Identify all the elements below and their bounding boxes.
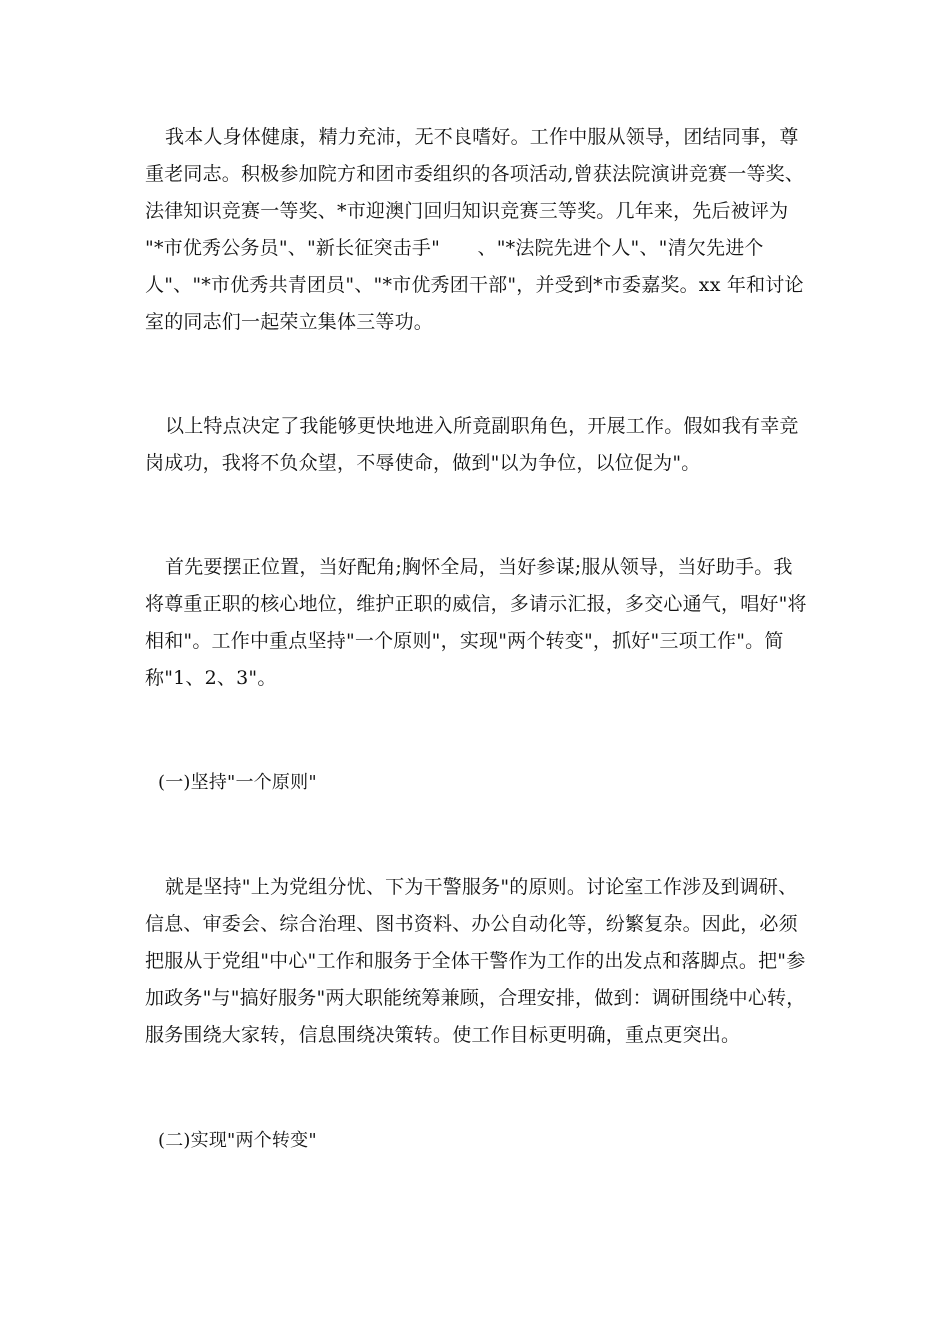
paragraph-line: 加政务"与"搞好服务"两大职能统筹兼顾，合理安排，做到：调研围绕中心转， <box>145 987 806 1009</box>
paragraph-line: 称"1、2、3"。 <box>145 667 277 689</box>
paragraph-line: 岗成功，我将不负众望，不辱使命，做到"以为争位，以位促为"。 <box>145 452 701 474</box>
paragraph-line: 室的同志们一起荣立集体三等功。 <box>145 311 434 333</box>
paragraph-line: 将尊重正职的核心地位，维护正职的威信，多请示汇报，多交心通气，唱好"将 <box>145 593 807 615</box>
section-heading-2: (二)实现"两个转变" <box>158 1130 317 1151</box>
section-heading-1: (一)坚持"一个原则" <box>158 772 317 793</box>
paragraph-line: "*市优秀公务员"、"新长征突击手" 、"*法院先进个人"、"清欠先进个 <box>145 237 764 259</box>
paragraph-line: 重老同志。积极参加院方和团市委组织的各项活动,曾获法院演讲竞赛一等奖、 <box>145 163 805 185</box>
paragraph-line: 首先要摆正位置，当好配角;胸怀全局，当好参谋;服从领导，当好助手。我 <box>165 556 793 578</box>
paragraph-line: 我本人身体健康，精力充沛，无不良嗜好。工作中服从领导，团结同事，尊 <box>165 126 799 148</box>
paragraph-line: 就是坚持"上为党组分忧、下为干警服务"的原则。讨论室工作涉及到调研、 <box>165 876 798 898</box>
paragraph-line: 把服从于党组"中心"工作和服务于全体干警作为工作的出发点和落脚点。把"参 <box>145 950 806 972</box>
paragraph-line: 服务围绕大家转，信息围绕决策转。使工作目标更明确，重点更突出。 <box>145 1024 741 1046</box>
paragraph-line: 以上特点决定了我能够更快地进入所竟副职角色，开展工作。假如我有幸竞 <box>165 415 799 437</box>
paragraph-line: 相和"。工作中重点坚持"一个原则"，实现"两个转变"，抓好"三项工作"。简 <box>145 630 784 652</box>
paragraph-line: 法律知识竞赛一等奖、*市迎澳门回归知识竞赛三等奖。几年来，先后被评为 <box>145 200 789 222</box>
paragraph-line: 人"、"*市优秀共青团员"、"*市优秀团干部"，并受到*市委嘉奖。xx 年和讨论 <box>145 274 804 296</box>
paragraph-line: 信息、审委会、综合治理、图书资料、办公自动化等，纷繁复杂。因此，必须 <box>145 913 798 935</box>
